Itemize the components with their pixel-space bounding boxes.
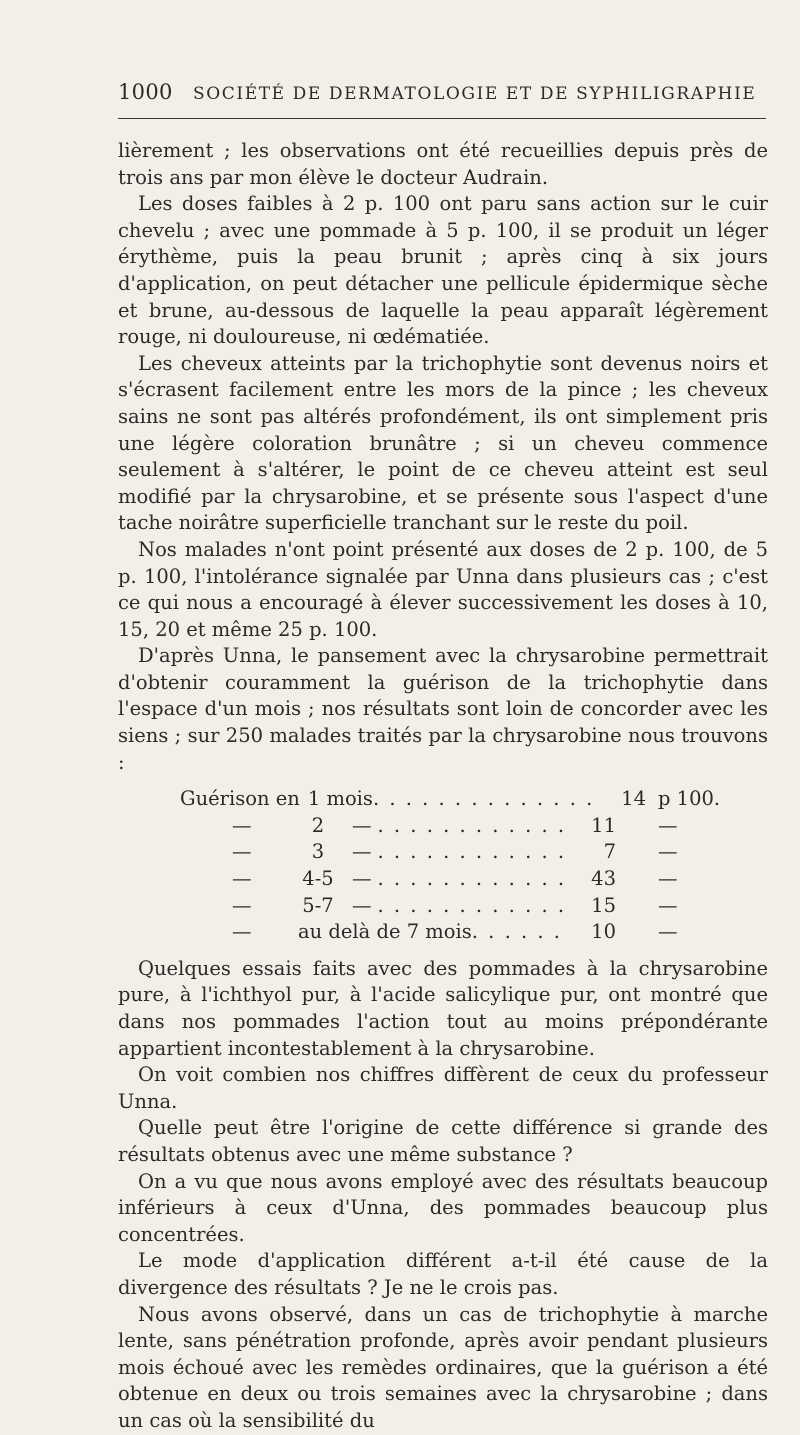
- results-table: [118, 786, 768, 946]
- row-prefix: —: [232, 813, 252, 837]
- table-row: [118, 786, 768, 813]
- row-unit: —: [658, 840, 678, 864]
- row-value: 15: [591, 893, 616, 917]
- table-row: [118, 839, 768, 866]
- paragraph: Le mode d'application différent a-t-il été cause de la divergence des résultats ? Je ne le crois pas.: [118, 1249, 768, 1299]
- paragraph: D'après Unna, le pansement avec la chrysarobine permettrait d'obtenir couramment la guérison de la trichophytie dans l'espace d'un mois ; nos résultats sont loin de concorder avec les siens ; sur 250 malades traités par la chrysarobine nous trouvons :: [118, 644, 768, 774]
- row-unit: —: [658, 867, 678, 891]
- header-rule: [118, 118, 766, 119]
- row-prefix: —: [232, 920, 252, 944]
- row-unit: —: [658, 893, 678, 917]
- paragraph: Quelle peut être l'origine de cette différence si grande des résultats obtenus avec une même substance ?: [118, 1116, 768, 1166]
- running-title: SOCIÉTÉ DE DERMATOLOGIE ET DE SYPHILIGRAPHIE: [193, 84, 757, 104]
- row-dash: —: [352, 893, 372, 917]
- row-unit: —: [658, 813, 678, 837]
- leader-dots: [378, 813, 569, 840]
- table-row: [118, 813, 768, 840]
- row-duration: 5-7: [302, 893, 334, 917]
- row-unit: p 100.: [658, 787, 721, 811]
- paragraph: Nos malades n'ont point présenté aux doses de 2 p. 100, de 5 p. 100, l'intolérance signalée par Unna dans plusieurs cas ; c'est ce qui nous a encouragé à élever successivement les doses à 10, 15, 20 et même 25 p. 100.: [118, 537, 768, 641]
- body-text: [118, 138, 768, 1435]
- row-value: 7: [603, 840, 616, 864]
- row-dash: —: [352, 840, 372, 864]
- row-duration: 4-5: [302, 867, 334, 891]
- row-prefix: —: [232, 893, 252, 917]
- row-value: 43: [591, 867, 616, 891]
- leader-dots: [378, 893, 569, 920]
- row-dash: —: [352, 813, 372, 837]
- paragraph: On voit combien nos chiffres diffèrent de ceux du professeur Unna.: [118, 1063, 768, 1113]
- paragraph: Les cheveux atteints par la trichophytie sont devenus noirs et s'écrasent facilement entre les mors de la pince ; les cheveux sains ne sont pas altérés profondément, ils ont simplement pris une légère coloration brunâtre ; si un cheveu commence seulement à s'altérer, le point de ce cheveu atteint est seul modifié par la chrysarobine, et se présente sous l'aspect d'une tache noirâtre superficielle tranchant sur le reste du poil.: [118, 351, 768, 535]
- paragraph: Nous avons observé, dans un cas de trichophytie à marche lente, sans pénétration profonde, après avoir pendant plusieurs mois échoué avec les remèdes ordinaires, que la guérison a été obtenue en deux ou trois semaines avec la chrysarobine ; dans un cas où la sensibilité du: [118, 1302, 768, 1432]
- row-prefix: Guérison en: [180, 787, 300, 811]
- row-duration: au delà de 7 mois: [298, 920, 472, 944]
- page-number: 1000: [118, 80, 173, 104]
- running-header: [118, 80, 768, 104]
- paragraph: Les doses faibles à 2 p. 100 ont paru sans action sur le cuir chevelu ; avec une pommade à 5 p. 100, il se produit un léger érythème, puis la peau brunit ; après cinq à six jours d'application, on peut détacher une pellicule épidermique sèche et brune, au-dessous de laquelle la peau apparaît légèrement rouge, ni douloureuse, ni œdématiée.: [118, 192, 768, 349]
- paragraph: Quelques essais faits avec des pommades à la chrysarobine pure, à l'ichthyol pur, à l'acide salicylique pur, ont montré que dans nos pommades l'action tout au moins prépondérante appartient incontestablement à la chrysarobine.: [118, 956, 768, 1060]
- row-unit: —: [658, 920, 678, 944]
- row-prefix: —: [232, 840, 252, 864]
- paragraph: On a vu que nous avons employé avec des résultats beaucoup inférieurs à ceux d'Unna, des pommades beaucoup plus concentrées.: [118, 1169, 768, 1246]
- row-duration: 3: [311, 840, 325, 864]
- row-dash: —: [352, 867, 372, 891]
- row-prefix: —: [232, 867, 252, 891]
- table-row: [118, 866, 768, 893]
- row-duration: 1 mois: [307, 787, 373, 811]
- row-value: 11: [591, 813, 616, 837]
- row-value: 10: [591, 920, 616, 944]
- leader-dots: [378, 866, 569, 893]
- leader-dots: [378, 839, 569, 866]
- table-row: [118, 919, 768, 946]
- leader-dots: [373, 786, 598, 813]
- table-row: [118, 893, 768, 920]
- row-value: 14: [621, 787, 646, 811]
- row-duration: 2: [311, 813, 325, 837]
- paragraph: lièrement ; les observations ont été recueillies depuis près de trois ans par mon élève le docteur Audrain.: [118, 139, 768, 189]
- leader-dots: [472, 919, 568, 946]
